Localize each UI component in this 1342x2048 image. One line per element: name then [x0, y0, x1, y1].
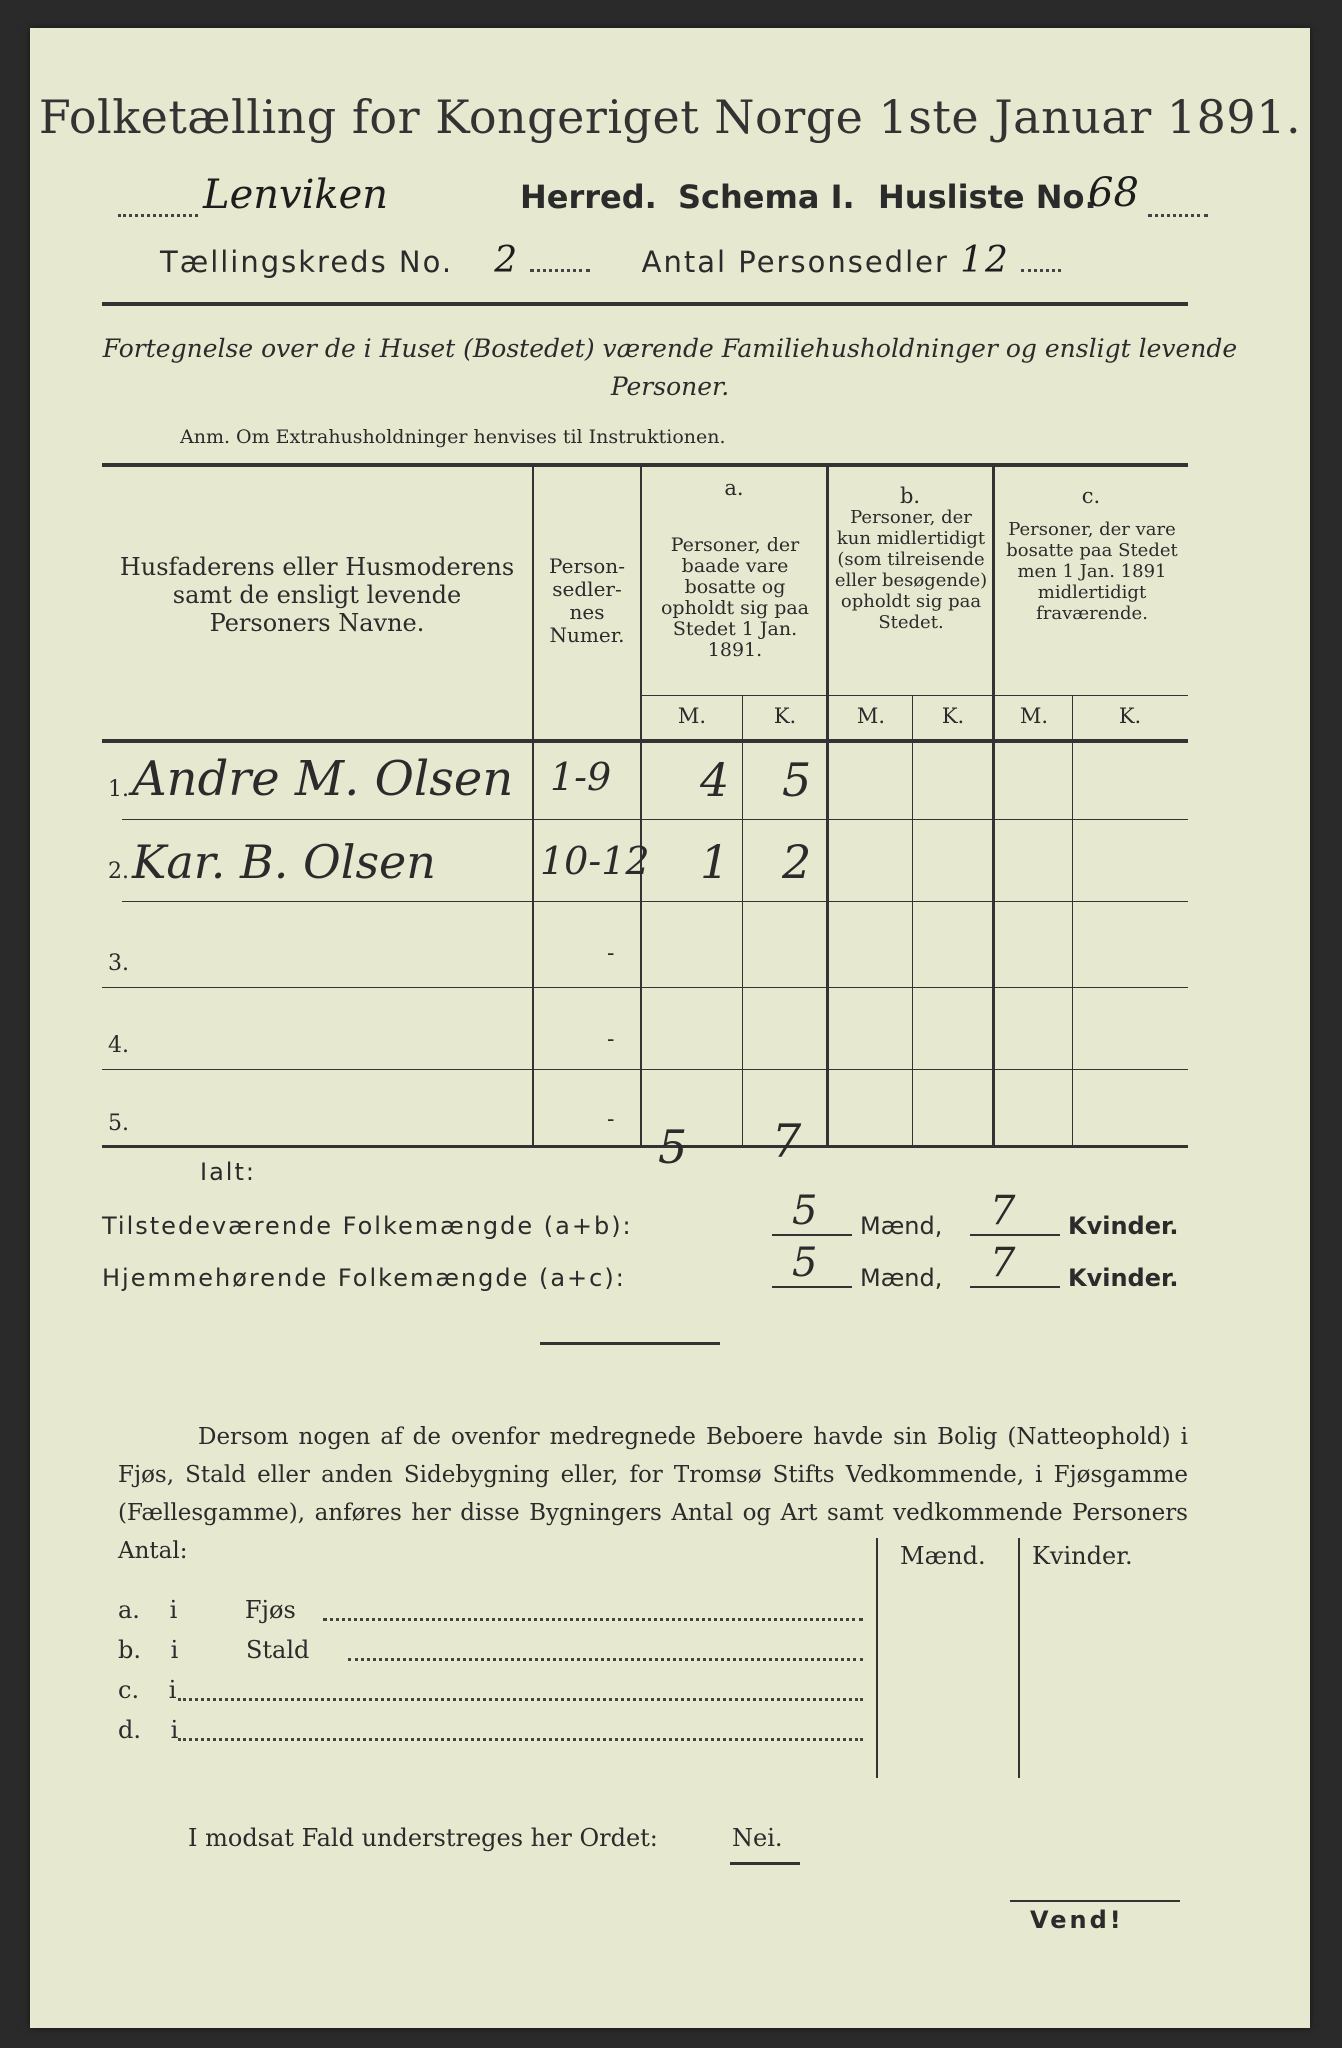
item-label: Stald [245, 1636, 310, 1664]
row-a-m: 4 [700, 753, 730, 807]
hjem-label: Hjemmehørende Folkemængde (a+c): [102, 1264, 626, 1292]
col-name-header: Husfaderens eller Husmoderens samt de ensligt levende Personers Navne. [119, 553, 515, 637]
bygning-item-d [118, 1716, 878, 1744]
table-row [102, 743, 1188, 825]
tilst-maend: Mænd, [860, 1212, 943, 1240]
item-i: i [169, 1596, 178, 1624]
col-b-header: Personer, der kun midlertidigt (som tilreisende eller besøgende) opholdt sig paa Stedet. [834, 507, 988, 633]
bygning-item-c [118, 1676, 878, 1704]
item-letter: d. [118, 1716, 141, 1744]
row-a-k: 5 [782, 753, 812, 807]
dotted-leader [178, 1698, 863, 1701]
ialt-m: 5 [658, 1120, 688, 1174]
row-number: 2. [108, 859, 129, 884]
item-label: Fjøs [244, 1596, 296, 1624]
hjem-maend: Mænd, [860, 1264, 943, 1292]
schema-label: Schema I. [678, 178, 855, 216]
item-letter: c. [118, 1676, 140, 1704]
bygning-item-a [118, 1596, 878, 1624]
tilst-kvinder: Kvinder. [1068, 1212, 1179, 1240]
dotted-leader [1021, 269, 1061, 272]
row-name: Andre M. Olsen [132, 751, 514, 807]
item-i: i [168, 1676, 177, 1704]
kreds-value: 2 [494, 240, 520, 281]
row-rule [122, 819, 1188, 820]
table-row [102, 1071, 1188, 1148]
bygning-col-divider [1018, 1538, 1020, 1778]
row-number: 1. [108, 777, 129, 802]
husliste-label: Husliste No. [878, 178, 1097, 216]
nei-word: Nei. [732, 1824, 783, 1852]
row-rule [102, 987, 1188, 988]
census-form-page [30, 28, 1310, 2028]
dotted-leader [118, 214, 198, 217]
table-row [102, 907, 1188, 989]
ialt-k: 7 [772, 1114, 802, 1168]
tilst-label: Tilstedeværende Folkemængde (a+b): [102, 1212, 633, 1240]
item-i: i [170, 1636, 179, 1664]
header-rule [102, 302, 1188, 306]
row-num: - [607, 941, 615, 966]
table-top-rule [102, 463, 1188, 467]
antal-label: Antal Personsedler [641, 245, 949, 279]
col-b-letter: b. [899, 484, 921, 508]
fill-line [970, 1286, 1060, 1288]
herred-label: Herred. [520, 178, 657, 216]
row-rule [102, 1069, 1188, 1070]
col-num-header: Person-sedler-nes Numer. [549, 554, 625, 647]
col-c-k: K. [1118, 704, 1142, 728]
row-number: 3. [108, 951, 129, 976]
nei-underline [730, 1862, 800, 1865]
bygning-maend-header: Mænd. [900, 1542, 986, 1570]
header-line-kreds [160, 240, 1220, 281]
ialt-label: Ialt: [200, 1158, 256, 1186]
dotted-leader [348, 1658, 863, 1661]
row-number: 4. [108, 1033, 129, 1058]
modsat-text: I modsat Fald understreges her Ordet: [188, 1824, 658, 1852]
row-num: 1-9 [550, 755, 612, 799]
fill-line [772, 1234, 852, 1236]
hjem-k: 7 [990, 1240, 1016, 1286]
row-number: 5. [108, 1111, 129, 1136]
dotted-leader [178, 1738, 863, 1741]
tilst-k: 7 [990, 1188, 1016, 1234]
hjem-m: 5 [792, 1240, 818, 1286]
col-a-m: M. [677, 704, 707, 728]
table-row [102, 825, 1188, 907]
antal-value: 12 [960, 240, 1010, 281]
bygning-paragraph: Dersom nogen af de ovenfor medregnede Beboere havde sin Bolig (Natteophold) i Fjøs, Stald eller anden Sidebygning eller, for Tromsø Stifts Vedkommende, i Fjøsgamme (Fællesgamme), anføres her disse Bygningers Antal og Art samt vedkommende Personers Antal: [118, 1424, 1188, 1564]
item-i: i [170, 1716, 179, 1744]
intro-text: Fortegnelse over de i Huset (Bostedet) værende Familiehusholdninger og ensligt levende Personer. [102, 334, 1238, 401]
dotted-leader [530, 269, 590, 272]
item-letter: b. [118, 1636, 141, 1664]
household-table [102, 463, 1188, 1148]
col-b-m: M. [856, 704, 886, 728]
vend-rule [1010, 1900, 1180, 1902]
col-a-k: K. [773, 704, 797, 728]
row-a-m: 1 [700, 835, 730, 889]
anm-note: Anm. Om Extrahusholdninger henvises til Instruktionen. [180, 426, 726, 448]
row-num: - [607, 1107, 615, 1132]
table-bottom-rule [102, 1145, 1188, 1148]
bygning-item-b [118, 1636, 878, 1664]
col-b-k: K. [941, 704, 965, 728]
fill-line [772, 1286, 852, 1288]
bygning-kvinder-header: Kvinder. [1032, 1542, 1133, 1570]
row-a-k: 2 [782, 835, 812, 889]
col-c-letter: c. [1081, 484, 1101, 508]
col-a-header: Personer, der baade vare bosatte og opholdt sig paa Stedet 1 Jan. 1891. [660, 534, 810, 661]
dotted-leader [1148, 214, 1208, 217]
fill-line [970, 1234, 1060, 1236]
tilst-m: 5 [792, 1188, 818, 1234]
col-a-letter: a. [724, 476, 744, 500]
form-title: Folketælling for Kongeriget Norge 1ste Januar 1891. [38, 90, 1302, 144]
vend-text: Vend! [1030, 1906, 1124, 1934]
row-num: 10-12 [540, 839, 650, 883]
row-name: Kar. B. Olsen [132, 835, 436, 889]
dotted-leader [323, 1618, 863, 1621]
row-rule [122, 901, 1188, 902]
table-row [102, 989, 1188, 1071]
row-num: - [607, 1027, 615, 1052]
col-c-header: Personer, der vare bosatte paa Stedet men 1 Jan. 1891 midlertidigt fraværende. [1006, 519, 1178, 624]
herred-value: Lenviken [203, 172, 389, 218]
hjem-kvinder: Kvinder. [1068, 1264, 1179, 1292]
section-divider [540, 1342, 720, 1345]
husliste-value: 68 [1088, 170, 1139, 216]
header-line-herred [118, 170, 1228, 228]
item-letter: a. [118, 1596, 140, 1624]
col-c-m: M. [1019, 704, 1049, 728]
mk-top-rule [640, 695, 1188, 696]
kreds-label: Tællingskreds No. [160, 245, 454, 279]
